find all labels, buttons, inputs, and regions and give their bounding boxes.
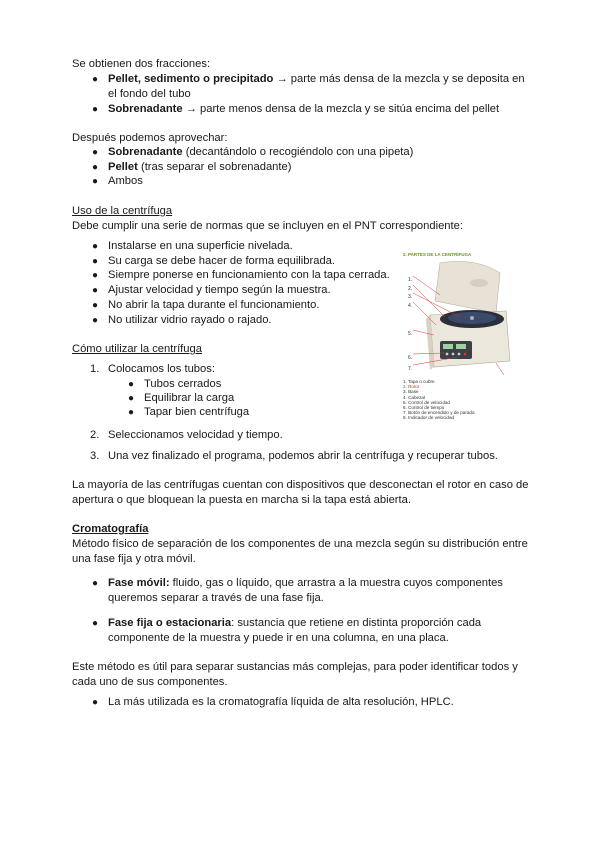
list-item: ● La más utilizada es la cromatografía líquida de alta resolución, HPLC.: [92, 696, 454, 708]
centrifuge-figure: [400, 247, 520, 427]
list-item: 1. Colocamos los tubos:: [90, 363, 215, 375]
bullet: ●: [92, 285, 99, 296]
figure-title: 2. PARTES DE LA CENTRÍFUGA: [403, 252, 472, 257]
figure-number: 6.: [408, 355, 413, 361]
list-item: ● Equilibrar la carga: [128, 392, 235, 404]
fracciones-intro: Se obtienen dos fracciones:: [72, 58, 211, 70]
list-item: ● Siempre ponerse en funcionamiento con la tapa cerrada.: [92, 269, 390, 281]
list-item-continuation: componente de la muestra y puede ir en una columna, en una placa.: [108, 632, 449, 644]
bullet: ●: [92, 176, 99, 187]
bullet: ●: [92, 104, 99, 115]
list-item: ● Fase móvil: fluido, gas o líquido, que arrastra a la muestra cuyos componentes: [92, 577, 503, 589]
list-item: ● Ajustar velocidad y tiempo según la muestra.: [92, 284, 331, 296]
uso-heading: Uso de la centrífuga: [72, 205, 173, 217]
nota-line: La mayoría de las centrífugas cuentan con dispositivos que desconectan el rotor en caso de: [72, 479, 529, 491]
bullet: ●: [92, 697, 99, 708]
figure-number: 1.: [408, 277, 413, 283]
list-item: ● Tubos cerrados: [128, 378, 222, 390]
list-item: ● Sobrenadante → parte menos densa de la mezcla y se sitúa encima del pellet: [92, 103, 500, 115]
bullet: ●: [128, 393, 135, 404]
list-item: ● Sobrenadante (decantándolo o recogiéndolo con una pipeta): [92, 146, 414, 158]
uso-intro: Debe cumplir una serie de normas que se incluyen en el PNT correspondiente:: [72, 220, 463, 232]
metodo-line: cada uno de sus componentes.: [72, 676, 228, 688]
figure-number: 5.: [408, 331, 413, 337]
bullet: ●: [92, 300, 99, 311]
list-item: ● Fase fija o estacionaria: sustancia que retiene en distinta proporción cada: [92, 617, 482, 629]
definition-line: Método físico de separación de los componentes de una mezcla según su distribución entre: [72, 538, 528, 550]
cromatografia-heading: Cromatografía: [72, 523, 149, 535]
bullet: ●: [92, 618, 99, 629]
list-item: ● Pellet, sedimento o precipitado → parte más densa de la mezcla y se deposita en: [92, 73, 525, 85]
metodo-line: Este método es útil para separar sustancias más complejas, para poder identificar todos y: [72, 661, 518, 673]
bullet: ●: [92, 162, 99, 173]
bullet: ●: [92, 74, 99, 85]
figure-caption: 1. Tapa o cubre 2. Rotor 3. Base 4. Cabezal 5. Control de velocidad 6. Control de tiempo 7. Botón de encendido y de parada 8. Indicador de velocidad: [403, 379, 475, 421]
aprovechar-intro: Después podemos aprovechar:: [72, 132, 228, 144]
centrifuge-image: [400, 255, 520, 385]
bullet: ●: [92, 578, 99, 589]
nota-line: apertura o que bloquean la puesta en marcha si la tapa está abierta.: [72, 494, 411, 506]
como-heading: Cómo utilizar la centrífuga: [72, 343, 202, 355]
list-item: ● Ambos: [92, 175, 143, 187]
list-item: ● Su carga se debe hacer de forma equilibrada.: [92, 255, 336, 267]
bullet: ●: [92, 256, 99, 267]
figure-number: 7.: [408, 366, 413, 372]
list-item: ● No abrir la tapa durante el funcionamiento.: [92, 299, 320, 311]
bullet: ●: [92, 241, 99, 252]
list-item: ● Instalarse en una superficie nivelada.: [92, 240, 293, 252]
list-item: ● No utilizar vidrio rayado o rajado.: [92, 314, 272, 326]
bullet: ●: [128, 407, 135, 418]
figure-number: 2.: [408, 286, 413, 292]
bullet: ●: [92, 270, 99, 281]
list-item: ● Tapar bien centrífuga: [128, 406, 250, 418]
list-item-continuation: queremos separar a través de una fase fija.: [108, 592, 324, 604]
bullet: ●: [128, 379, 135, 390]
bullet: ●: [92, 315, 99, 326]
figure-number: 3.: [408, 294, 413, 300]
definition-line: una fase fija y otra móvil.: [72, 553, 196, 565]
list-item: 2. Seleccionamos velocidad y tiempo.: [90, 429, 283, 441]
figure-number: 4.: [408, 303, 413, 309]
list-item-continuation: el fondo del tubo: [108, 88, 191, 100]
list-item: ● Pellet (tras separar el sobrenadante): [92, 161, 292, 173]
bullet: ●: [92, 147, 99, 158]
list-item: 3. Una vez finalizado el programa, podemos abrir la centrífuga y recuperar tubos.: [90, 450, 498, 462]
